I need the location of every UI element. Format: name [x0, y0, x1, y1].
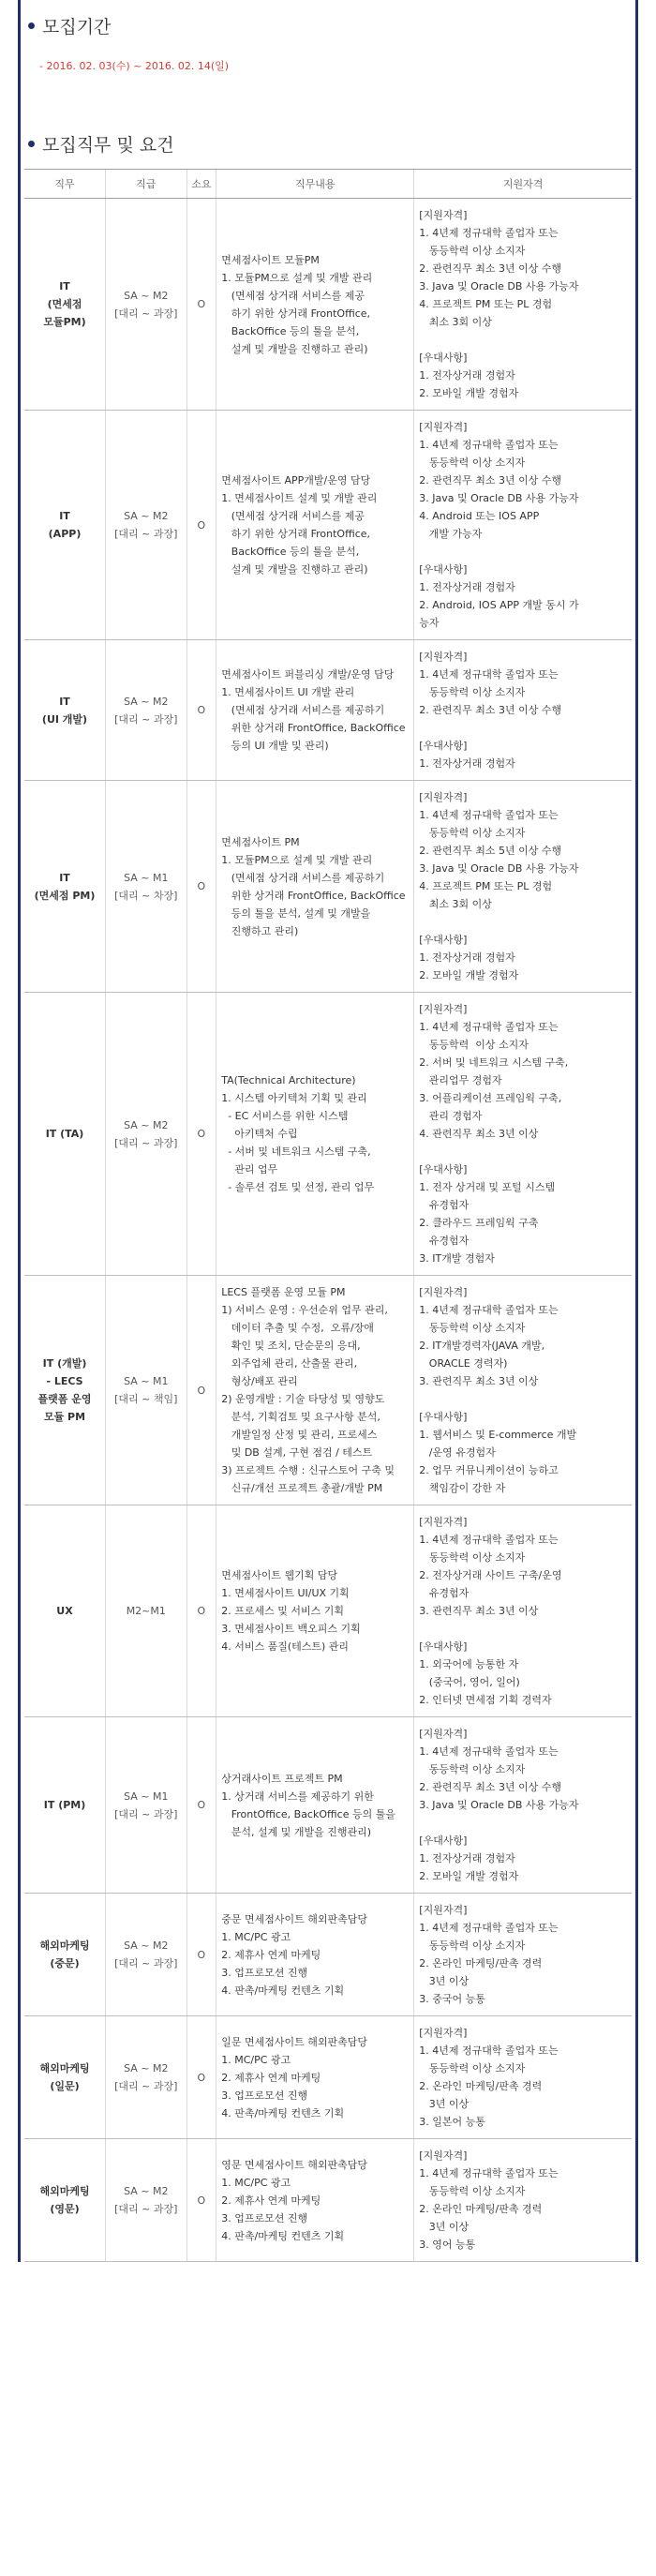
job-cell: IT (면세점 PM): [24, 781, 106, 993]
count-cell: O: [186, 781, 216, 993]
header-duty: 직무내용: [216, 170, 414, 199]
job-cell: 해외마케팅 (영문): [24, 2139, 106, 2262]
level-cell: M2~M1: [106, 1505, 187, 1717]
count-cell: O: [186, 1505, 216, 1717]
period-range: - 2016. 02. 03(수) ~ 2016. 02. 14(일): [39, 60, 230, 72]
job-cell: 해외마케팅 (일문): [24, 2016, 106, 2139]
level-cell: SA ~ M2 [대리 ~ 과장]: [106, 1894, 187, 2016]
level-cell: SA ~ M1 [대리 ~ 과장]: [106, 1717, 187, 1894]
jobs-section-heading: [21, 129, 635, 157]
job-cell: IT (PM): [24, 1717, 106, 1894]
count-cell: O: [186, 1894, 216, 2016]
table-row: [24, 993, 632, 1276]
qualification-cell: [지원자격] 1. 4년제 정규대학 졸업자 또는 동등학력 이상 소지자 2. 온라인 마케팅/판촉 경력 3년 이상 3. 일본어 능통: [414, 2016, 632, 2139]
table-row: [24, 1276, 632, 1505]
job-cell: IT (개발) - LECS 플랫폼 운영 모듈 PM: [24, 1276, 106, 1505]
level-cell: SA ~ M2 [대리 ~ 과장]: [106, 2016, 187, 2139]
level-cell: SA ~ M2 [대리 ~ 과장]: [106, 640, 187, 781]
period-title: 모집기간: [42, 16, 112, 37]
table-row: [24, 1717, 632, 1894]
table-row: [24, 411, 632, 640]
recruitment-notice: [18, 0, 638, 2262]
table-body: [24, 199, 632, 2262]
qualification-cell: [지원자격] 1. 4년제 정규대학 졸업자 또는 동등학력 이상 소지자 2. IT개발경력자(JAVA 개발, ORACLE 경력자) 3. 관련직무 최소 3년 이상 [우대사항] 1. 웹서비스 및 E-commerce 개발 /운영 유경험자 2. 업무 커뮤니케이션이 능하고 책임감이 강한 자: [414, 1276, 632, 1505]
bullet-icon: [28, 141, 35, 147]
level-cell: SA ~ M2 [대리 ~ 과장]: [106, 199, 187, 411]
qualification-cell: [지원자격] 1. 4년제 정규대학 졸업자 또는 동등학력 이상 소지자 2. 관련직무 최소 3년 이상 수행 [우대사항] 1. 전자상거래 경험자: [414, 640, 632, 781]
level-cell: SA ~ M2 [대리 ~ 과장]: [106, 411, 187, 640]
level-cell: SA ~ M1 [대리 ~ 책임]: [106, 1276, 187, 1505]
job-cell: IT (면세점 모듈PM): [24, 199, 106, 411]
duty-cell: LECS 플랫폼 운영 모듈 PM 1) 서비스 운영 : 우선순위 업무 관리, 데이터 추출 및 수정, 오류/장애 확인 및 조치, 단순문의 응대, 외주업체 관리, 산출물 관리, 형상/배포 관리 2) 운영개발 : 기술 타당성 및 영향도 분석, 기획검토 및 요구사항 분석, 개발일정 산정 및 관리, 프로세스 및 DB 설계, 구현 점검 / 테스트 3) 프로젝트 수행 : 신규스토어 구축 및 신규/개선 프로젝트 총괄/개발 PM: [216, 1276, 414, 1505]
duty-cell: 면세점사이트 PM 1. 모듈PM으로 설계 및 개발 관리 (면세점 상거래 서비스를 제공하기 위한 상거래 FrontOffice, BackOffice 등의 툴을 분석, 설계 및 개발을 진행하고 관리): [216, 781, 414, 993]
qualification-cell: [지원자격] 1. 4년제 정규대학 졸업자 또는 동등학력 이상 소지자 2. 관련직무 최소 5년 이상 수행 3. Java 및 Oracle DB 사용 가능자 4. 프로젝트 PM 또는 PL 경험 최소 3회 이상 [우대사항] 1. 전자상거래 경험자 2. 모바일 개발 경험자: [414, 781, 632, 993]
job-cell: IT (UI 개발): [24, 640, 106, 781]
count-cell: O: [186, 1276, 216, 1505]
header-count: 소요: [186, 170, 216, 199]
table-row: [24, 2139, 632, 2262]
period-section-heading: [21, 11, 635, 39]
qualification-cell: [지원자격] 1. 4년제 정규대학 졸업자 또는 동등학력 이상 소지자 2. 관련직무 최소 3년 이상 수행 3. Java 및 Oracle DB 사용 가능자 4. 프로젝트 PM 또는 PL 경험 최소 3회 이상 [우대사항] 1. 전자상거래 경험자 2. 모바일 개발 경험자: [414, 199, 632, 411]
job-cell: IT (APP): [24, 411, 106, 640]
duty-cell: 중문 면세점사이트 해외판촉담당 1. MC/PC 광고 2. 제휴사 연계 마케팅 3. 업프로모션 진행 4. 판촉/마케팅 컨텐츠 기획: [216, 1894, 414, 2016]
table-row: [24, 199, 632, 411]
header-qualification: 지원자격: [414, 170, 632, 199]
table-row: [24, 640, 632, 781]
duty-cell: TA(Technical Architecture) 1. 시스템 아키텍처 기획 및 관리 - EC 서비스를 위한 시스템 아키텍처 수립 - 서버 및 네트워크 시스템 구축, 관리 업무 - 솔루션 검토 및 선정, 관리 업무: [216, 993, 414, 1276]
qualification-cell: [지원자격] 1. 4년제 정규대학 졸업자 또는 동등학력 이상 소지자 2. 관련직무 최소 3년 이상 수행 3. Java 및 Oracle DB 사용 가능자 4. Android 또는 IOS APP 개발 가능자 [우대사항] 1. 전자상거래 경험자 2. Android, IOS APP 개발 동시 가 능자: [414, 411, 632, 640]
count-cell: O: [186, 1717, 216, 1894]
duty-cell: 상거래사이트 프로젝트 PM 1. 상거래 서비스를 제공하기 위한 FrontOffice, BackOffice 등의 툴을 분석, 설계 및 개발을 진행관리): [216, 1717, 414, 1894]
count-cell: O: [186, 993, 216, 1276]
header-level: 직급: [106, 170, 187, 199]
jobs-title: 모집직무 및 요건: [42, 134, 174, 156]
table-row: [24, 1894, 632, 2016]
qualification-cell: [지원자격] 1. 4년제 정규대학 졸업자 또는 동등학력 이상 소지자 2. 온라인 마케팅/판촉 경력 3년 이상 3. 중국어 능통: [414, 1894, 632, 2016]
level-cell: SA ~ M2 [대리 ~ 과장]: [106, 2139, 187, 2262]
qualification-cell: [지원자격] 1. 4년제 정규대학 졸업자 또는 동등학력 이상 소지자 2. 전자상거래 사이트 구축/운영 유경험자 3. 관련직무 최소 3년 이상 [우대사항] 1. 외국어에 능통한 자 (중국어, 영어, 일어) 2. 인터넷 면세점 기획 경력자: [414, 1505, 632, 1717]
duty-cell: 영문 면세점사이트 해외판촉담당 1. MC/PC 광고 2. 제휴사 연계 마케팅 3. 업프로모션 진행 4. 판촉/마케팅 컨텐츠 기획: [216, 2139, 414, 2262]
qualification-cell: [지원자격] 1. 4년제 정규대학 졸업자 또는 동등학력 이상 소지자 2. 관련직무 최소 3년 이상 수행 3. Java 및 Oracle DB 사용 가능자 [우대사항] 1. 전자상거래 경험자 2. 모바일 개발 경험자: [414, 1717, 632, 1894]
duty-cell: 면세점사이트 퍼블리싱 개발/운영 담당 1. 면세점사이트 UI 개발 관리 (면세점 상거래 서비스를 제공하기 위한 상거래 FrontOffice, BackOffice 등의 UI 개발 및 관리): [216, 640, 414, 781]
bullet-icon: [28, 22, 35, 29]
table-row: [24, 2016, 632, 2139]
job-cell: IT (TA): [24, 993, 106, 1276]
header-job: 직무: [24, 170, 106, 199]
count-cell: O: [186, 640, 216, 781]
level-cell: SA ~ M2 [대리 ~ 과장]: [106, 993, 187, 1276]
duty-cell: 면세점사이트 모듈PM 1. 모듈PM으로 설계 및 개발 관리 (면세점 상거래 서비스를 제공 하기 위한 상거래 FrontOffice, BackOffice 등의 툴을 분석, 설계 및 개발을 진행하고 관리): [216, 199, 414, 411]
count-cell: O: [186, 2139, 216, 2262]
qualification-cell: [지원자격] 1. 4년제 정규대학 졸업자 또는 동등학력 이상 소지자 2. 온라인 마케팅/판촉 경력 3년 이상 3. 영어 능통: [414, 2139, 632, 2262]
duty-cell: 일문 면세점사이트 해외판촉담당 1. MC/PC 광고 2. 제휴사 연계 마케팅 3. 업프로모션 진행 4. 판촉/마케팅 컨텐츠 기획: [216, 2016, 414, 2139]
table-header-row: [24, 170, 632, 199]
job-cell: UX: [24, 1505, 106, 1717]
count-cell: O: [186, 2016, 216, 2139]
job-cell: 해외마케팅 (중문): [24, 1894, 106, 2016]
table-row: [24, 1505, 632, 1717]
count-cell: O: [186, 411, 216, 640]
duty-cell: 면세점사이트 APP개발/운영 담당 1. 면세점사이트 설계 및 개발 관리 (면세점 상거래 서비스를 제공 하기 위한 상거래 FrontOffice, BackOffice 등의 툴을 분석, 설계 및 개발을 진행하고 관리): [216, 411, 414, 640]
level-cell: SA ~ M1 [대리 ~ 차장]: [106, 781, 187, 993]
duty-cell: 면세점사이트 웹기획 담당 1. 면세점사이트 UI/UX 기획 2. 프로세스 및 서비스 기획 3. 면세점사이트 백오피스 기획 4. 서비스 품질(테스트) 관리: [216, 1505, 414, 1717]
table-row: [24, 781, 632, 993]
count-cell: O: [186, 199, 216, 411]
jobs-table: [24, 169, 632, 2262]
qualification-cell: [지원자격] 1. 4년제 정규대학 졸업자 또는 동등학력 이상 소지자 2. 서버 및 네트워크 시스템 구축, 관리업무 경험자 3. 어플리케이션 프레임웍 구축, 관리 경험자 4. 관련직무 최소 3년 이상 [우대사항] 1. 전자 상거래 및 포털 시스템 유경험자 2. 클라우드 프레임웍 구축 유경험자 3. IT개발 경험자: [414, 993, 632, 1276]
